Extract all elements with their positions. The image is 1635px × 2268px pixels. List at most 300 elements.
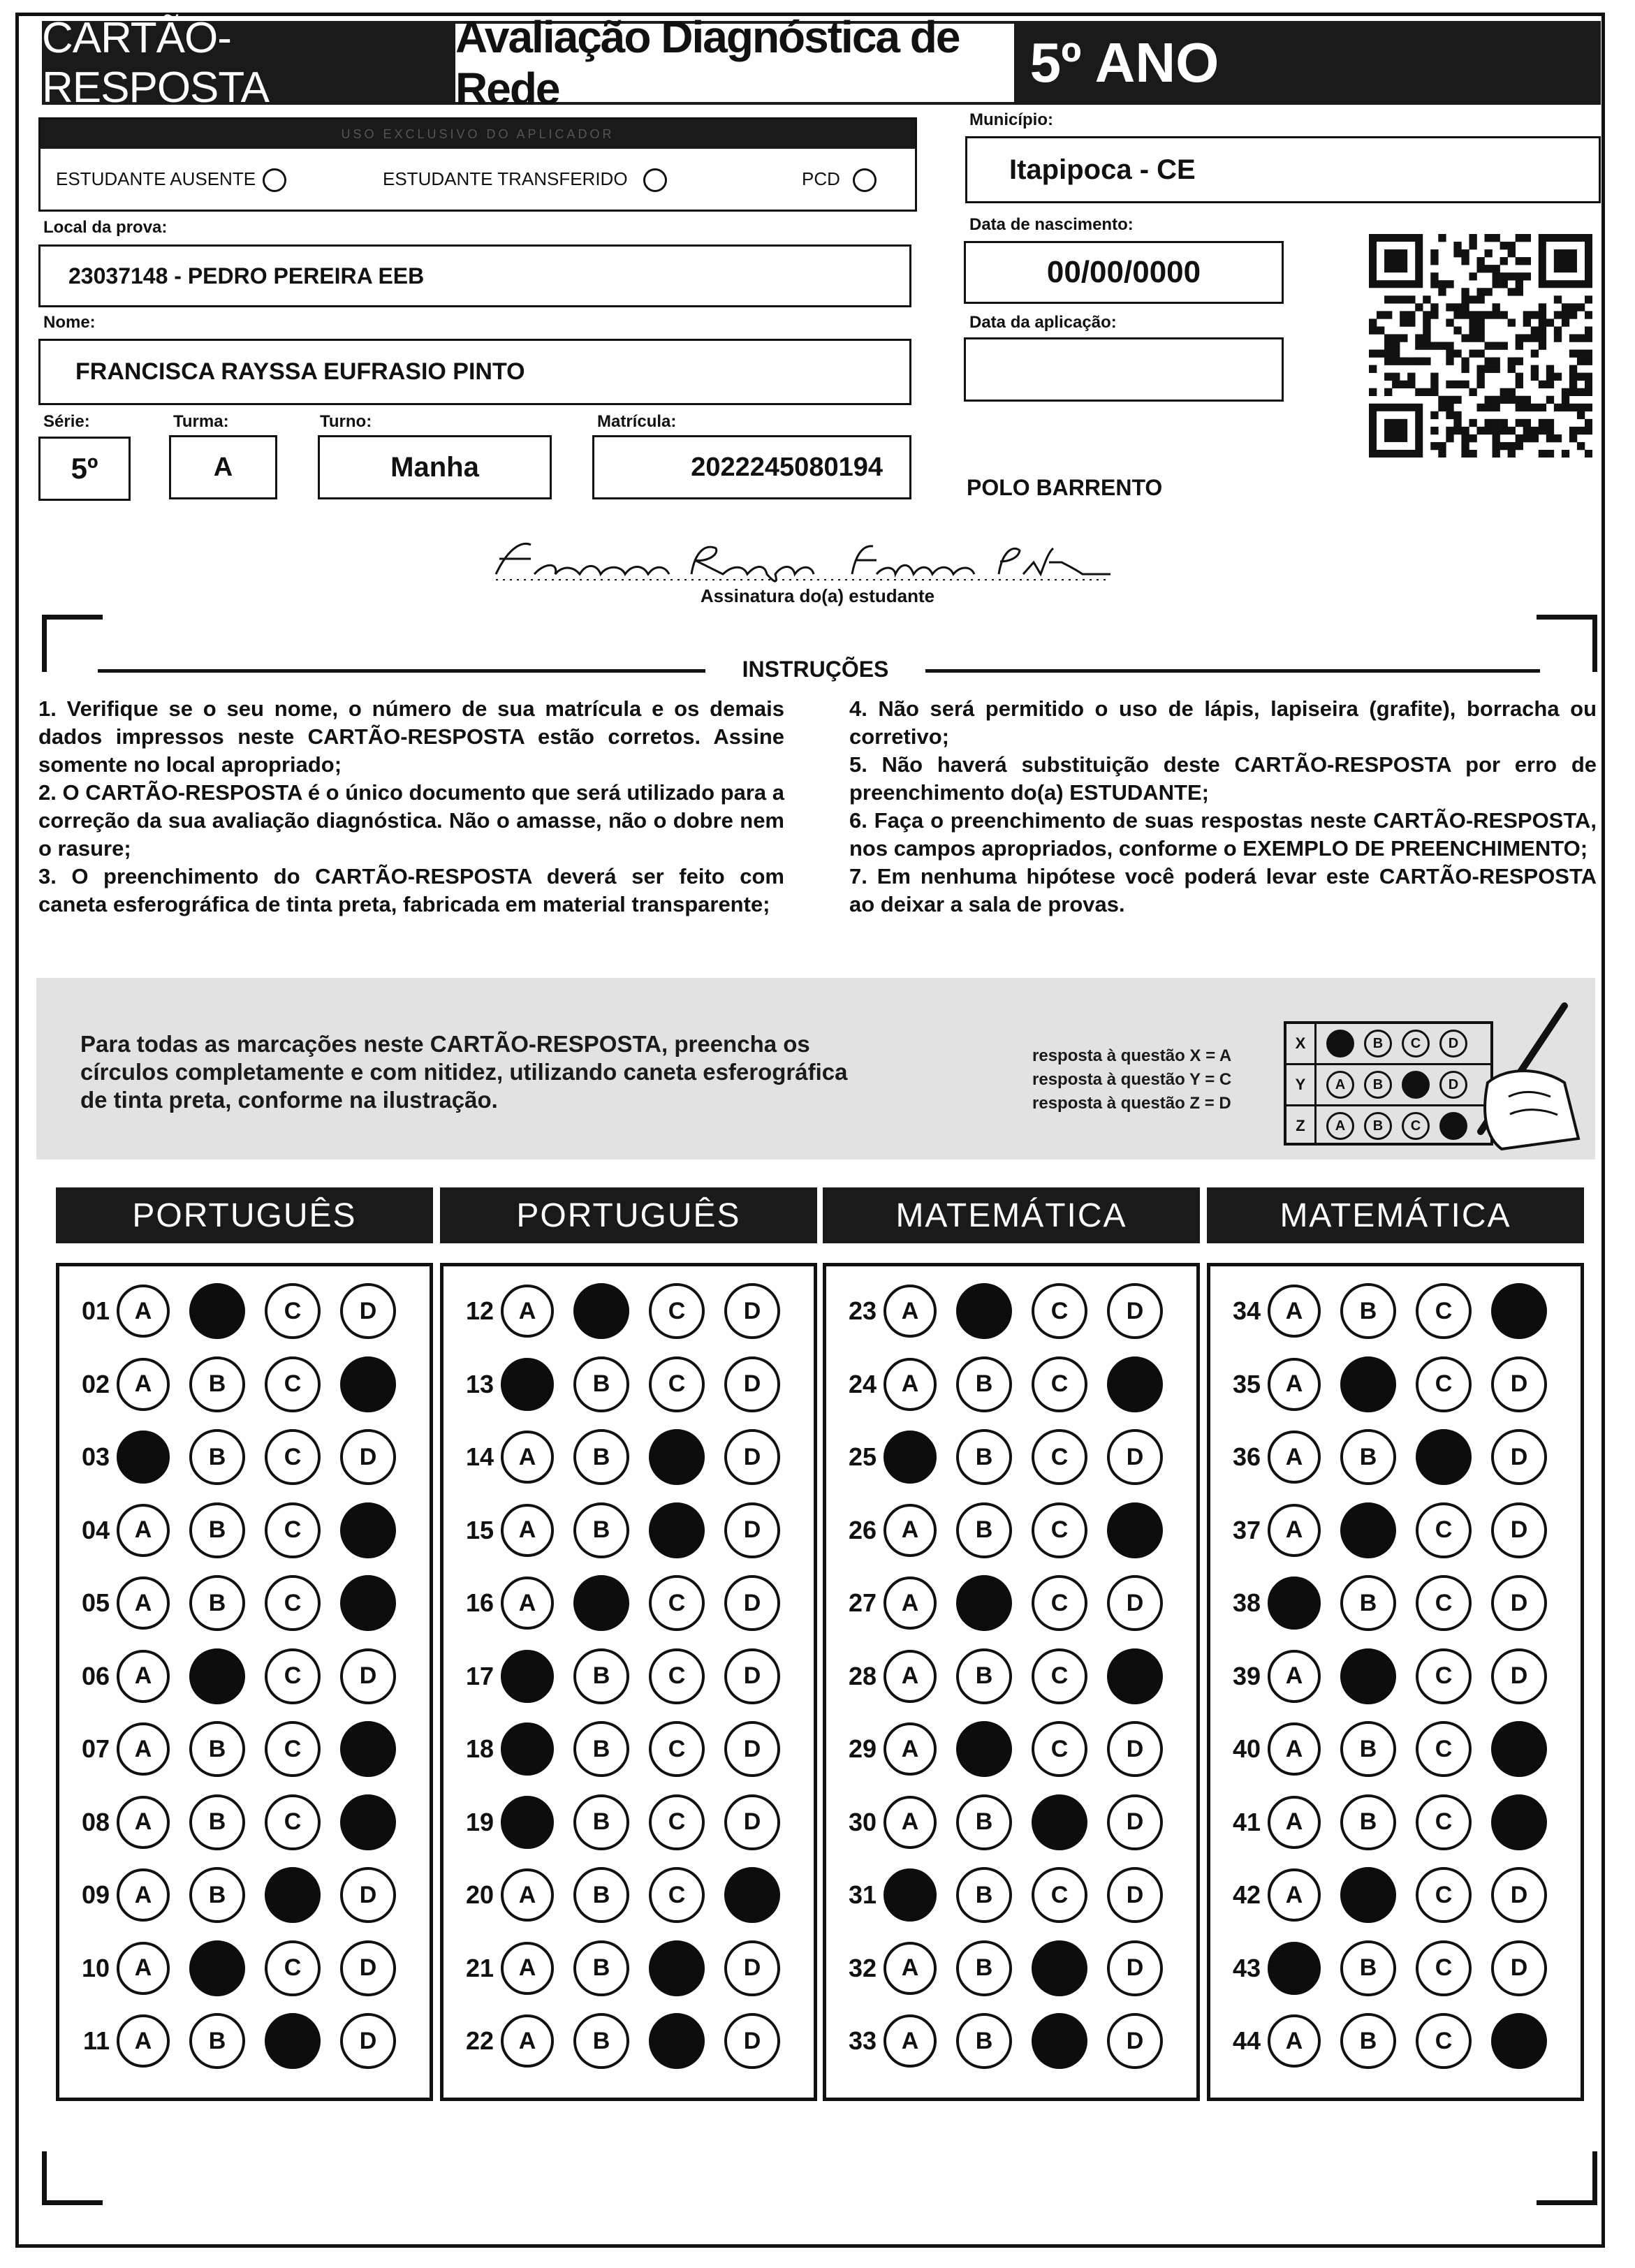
answer-bubble-39-a[interactable]: A (1268, 1650, 1321, 1703)
absent-bubble[interactable] (263, 168, 286, 192)
answer-bubble-01-d[interactable]: D (340, 1283, 396, 1339)
answer-bubble-03-b[interactable]: B (189, 1429, 245, 1485)
answer-bubble-10-c[interactable]: C (265, 1940, 321, 1996)
answer-bubble-09-b[interactable]: B (189, 1867, 245, 1923)
question-row-39 (1210, 1640, 1547, 1713)
answer-bubble-18-b[interactable]: B (573, 1721, 629, 1777)
answer-bubble-22-a[interactable]: A (501, 2014, 554, 2068)
answer-bubble-18-c[interactable]: C (649, 1721, 705, 1777)
answer-bubble-06-b[interactable] (189, 1648, 245, 1704)
answer-bubble-37-d[interactable]: D (1491, 1502, 1547, 1558)
aplicacao-field[interactable] (964, 337, 1284, 402)
answer-bubble-23-b[interactable] (956, 1283, 1012, 1339)
answer-bubble-25-c[interactable]: C (1032, 1429, 1087, 1485)
answer-bubble-34-d[interactable] (1491, 1283, 1547, 1339)
answer-bubble-31-c[interactable]: C (1032, 1867, 1087, 1923)
qr-module (1453, 242, 1461, 249)
answer-bubble-31-d[interactable]: D (1107, 1867, 1163, 1923)
qr-module (1585, 419, 1592, 427)
answer-bubble-26-d[interactable] (1107, 1502, 1163, 1558)
birth-value: 00/00/0000 (1046, 255, 1201, 289)
qr-module (1577, 404, 1585, 411)
qr-module (1516, 419, 1523, 427)
qr-module (1539, 303, 1546, 311)
answer-bubble-24-c[interactable]: C (1032, 1356, 1087, 1412)
qr-module (1384, 388, 1392, 396)
answer-bubble-17-a[interactable] (501, 1650, 554, 1703)
answer-bubble-32-a[interactable]: A (884, 1942, 937, 1995)
answer-bubble-22-c[interactable] (649, 2013, 705, 2069)
answer-bubble-20-a[interactable]: A (501, 1868, 554, 1922)
answer-bubble-35-d[interactable]: D (1491, 1356, 1547, 1412)
qr-module (1407, 295, 1415, 303)
qr-module (1476, 311, 1484, 319)
answer-bubble-02-a[interactable]: A (117, 1358, 170, 1411)
answer-bubble-03-d[interactable]: D (340, 1429, 396, 1485)
answer-bubble-31-b[interactable]: B (956, 1867, 1012, 1923)
answer-bubble-28-c[interactable]: C (1032, 1648, 1087, 1704)
answer-bubble-09-d[interactable]: D (340, 1867, 396, 1923)
applicator-bar-title: USO EXCLUSIVO DO APLICADOR (341, 126, 615, 141)
answer-bubble-42-b[interactable] (1340, 1867, 1396, 1923)
answer-bubble-23-a[interactable]: A (884, 1285, 937, 1338)
qr-module (1562, 388, 1569, 396)
question-number: 18 (465, 1734, 494, 1763)
answer-bubble-24-d[interactable] (1107, 1356, 1163, 1412)
qr-module (1369, 326, 1377, 334)
instruction-7: 7. Em nenhuma hipótese você poderá levar este CARTÃO-RESPOSTA ao deixar a sala de provas. (849, 864, 1597, 916)
qr-module (1476, 334, 1484, 342)
qr-module (1493, 404, 1500, 411)
qr-module (1569, 334, 1577, 342)
answer-bubble-33-b[interactable]: B (956, 2013, 1012, 2069)
answer-bubble-42-d[interactable]: D (1491, 1867, 1547, 1923)
answer-bubble-03-a[interactable] (117, 1431, 170, 1484)
qr-module (1569, 388, 1577, 396)
answer-bubble-23-c[interactable]: C (1032, 1283, 1087, 1339)
fill-example-legend (1032, 1044, 1270, 1115)
answer-bubble-02-b[interactable]: B (189, 1356, 245, 1412)
qr-module (1531, 434, 1539, 442)
answer-bubble-21-c[interactable] (649, 1940, 705, 1996)
qr-module (1539, 419, 1546, 427)
answer-bubble-07-b[interactable]: B (189, 1721, 245, 1777)
answer-bubble-26-c[interactable]: C (1032, 1502, 1087, 1558)
qr-module (1493, 265, 1500, 272)
answer-bubble-07-c[interactable]: C (265, 1721, 321, 1777)
answer-bubble-30-b[interactable]: B (956, 1794, 1012, 1850)
answer-column-3 (823, 1263, 1200, 2101)
serie-field (38, 437, 131, 501)
qr-module (1392, 350, 1400, 358)
turno-field (318, 435, 552, 499)
qr-module (1523, 434, 1531, 442)
answer-bubble-05-d[interactable] (340, 1575, 396, 1631)
answer-bubble-35-a[interactable]: A (1268, 1358, 1321, 1411)
answer-bubble-08-a[interactable]: A (117, 1796, 170, 1849)
answer-bubble-05-b[interactable]: B (189, 1575, 245, 1631)
answer-bubble-01-b[interactable] (189, 1283, 245, 1339)
nome-field (38, 339, 911, 405)
qr-module (1500, 419, 1508, 427)
transferred-bubble[interactable] (643, 168, 667, 192)
answer-bubble-08-d[interactable] (340, 1794, 396, 1850)
answer-bubble-43-b[interactable]: B (1340, 1940, 1396, 1996)
answer-bubble-14-a[interactable]: A (501, 1431, 554, 1484)
answer-bubble-43-d[interactable]: D (1491, 1940, 1547, 1996)
answer-bubble-02-d[interactable] (340, 1356, 396, 1412)
answer-bubble-24-a[interactable]: A (884, 1358, 937, 1411)
answer-bubble-38-d[interactable]: D (1491, 1575, 1547, 1631)
qr-module (1577, 334, 1585, 342)
qr-module (1377, 350, 1384, 358)
qr-module (1415, 388, 1423, 396)
corner-mark-bottom-right (1537, 2151, 1597, 2205)
qr-module (1430, 373, 1438, 381)
qr-module (1493, 280, 1500, 288)
qr-module (1430, 342, 1438, 349)
answer-bubble-09-c[interactable] (265, 1867, 321, 1923)
answer-bubble-36-a[interactable]: A (1268, 1431, 1321, 1484)
answer-bubble-20-d[interactable] (724, 1867, 780, 1923)
answer-bubble-29-b[interactable] (956, 1721, 1012, 1777)
transferred-option[interactable] (383, 168, 667, 192)
qr-module (1446, 396, 1453, 404)
question-row-34 (1210, 1275, 1547, 1347)
answer-bubble-27-d[interactable]: D (1107, 1575, 1163, 1631)
qr-module (1469, 234, 1476, 242)
answer-bubble-29-d[interactable]: D (1107, 1721, 1163, 1777)
qr-module (1562, 319, 1569, 326)
answer-bubble-19-d[interactable]: D (724, 1794, 780, 1850)
qr-module (1500, 272, 1508, 280)
question-row-30 (826, 1786, 1163, 1859)
answer-bubble-03-c[interactable]: C (265, 1429, 321, 1485)
question-number: 21 (465, 1953, 494, 1982)
answer-bubble-13-d[interactable]: D (724, 1356, 780, 1412)
qr-module (1516, 342, 1523, 349)
answer-bubble-40-d[interactable] (1491, 1721, 1547, 1777)
question-number: 13 (465, 1369, 494, 1398)
answer-bubble-14-d[interactable]: D (724, 1429, 780, 1485)
answer-bubble-38-a[interactable] (1268, 1576, 1321, 1630)
qr-module (1400, 295, 1407, 303)
qr-module (1469, 434, 1476, 442)
answer-bubble-02-c[interactable]: C (265, 1356, 321, 1412)
signature-caption: Assinatura do(a) estudante (700, 585, 935, 606)
answer-bubble-11-c[interactable] (265, 2013, 321, 2069)
answer-bubble-44-d[interactable] (1491, 2013, 1547, 2069)
answer-bubble-09-a[interactable]: A (117, 1868, 170, 1922)
question-row-10 (59, 1932, 396, 2005)
qr-module (1485, 288, 1493, 295)
answer-bubble-12-b[interactable] (573, 1283, 629, 1339)
answer-bubble-06-c[interactable]: C (265, 1648, 321, 1704)
answer-bubble-04-c[interactable]: C (265, 1502, 321, 1558)
answer-bubble-33-d[interactable]: D (1107, 2013, 1163, 2069)
answer-bubble-04-a[interactable]: A (117, 1504, 170, 1557)
qr-module (1516, 288, 1523, 295)
qr-module (1407, 381, 1415, 388)
answer-bubble-04-d[interactable] (340, 1502, 396, 1558)
qr-module (1446, 342, 1453, 349)
answer-bubble-29-a[interactable]: A (884, 1722, 937, 1776)
signature-handwriting (482, 531, 1180, 588)
answer-bubble-10-b[interactable] (189, 1940, 245, 1996)
answer-bubble-25-b[interactable]: B (956, 1429, 1012, 1485)
answer-bubble-41-c[interactable]: C (1416, 1794, 1472, 1850)
answer-bubble-27-c[interactable]: C (1032, 1575, 1087, 1631)
qr-module (1423, 334, 1430, 342)
question-row-07 (59, 1713, 396, 1785)
answer-bubble-11-b[interactable]: B (189, 2013, 245, 2069)
qr-module (1469, 350, 1476, 358)
answer-bubble-13-b[interactable]: B (573, 1356, 629, 1412)
answer-column-2 (440, 1263, 817, 2101)
qr-finder-pattern (1384, 419, 1407, 442)
pcd-bubble[interactable] (853, 168, 877, 192)
answer-bubble-13-a[interactable] (501, 1358, 554, 1411)
answer-bubble-05-c[interactable]: C (265, 1575, 321, 1631)
qr-module (1415, 358, 1423, 365)
answer-bubble-22-b[interactable]: B (573, 2013, 629, 2069)
fill-instruction-text: Para todas as marcações neste CARTÃO-RESPOSTA, preencha os círculos completamente e com nitidez, utilizando caneta esferográfica de tinta preta, conforme na ilustração. (80, 1031, 848, 1113)
answer-bubble-28-a[interactable]: A (884, 1650, 937, 1703)
answer-bubble-01-c[interactable]: C (265, 1283, 321, 1339)
qr-module (1392, 373, 1400, 381)
turma-field (169, 435, 277, 499)
answer-bubble-37-b[interactable] (1340, 1502, 1396, 1558)
answer-bubble-14-b[interactable]: B (573, 1429, 629, 1485)
answer-bubble-35-b[interactable] (1340, 1356, 1396, 1412)
question-number: 28 (848, 1661, 877, 1690)
qr-module (1476, 365, 1484, 373)
answer-bubble-34-a[interactable]: A (1268, 1285, 1321, 1338)
answer-bubble-23-d[interactable]: D (1107, 1283, 1163, 1339)
answer-bubble-42-c[interactable]: C (1416, 1867, 1472, 1923)
answer-bubble-40-a[interactable]: A (1268, 1722, 1321, 1776)
answer-bubble-17-d[interactable]: D (724, 1648, 780, 1704)
qr-module (1523, 419, 1531, 427)
answer-bubble-27-a[interactable]: A (884, 1576, 937, 1630)
answer-bubble-20-b[interactable]: B (573, 1867, 629, 1923)
qr-module (1493, 272, 1500, 280)
question-row-21 (443, 1932, 780, 2005)
answer-bubble-21-a[interactable]: A (501, 1942, 554, 1995)
question-number: 08 (81, 1807, 110, 1836)
answer-bubble-40-b[interactable]: B (1340, 1721, 1396, 1777)
qr-module (1392, 334, 1400, 342)
question-row-17 (443, 1640, 780, 1713)
answer-bubble-12-c[interactable]: C (649, 1283, 705, 1339)
answer-bubble-38-c[interactable]: C (1416, 1575, 1472, 1631)
qr-module (1569, 434, 1577, 442)
answer-bubble-34-c[interactable]: C (1416, 1283, 1472, 1339)
answer-column-4 (1207, 1263, 1584, 2101)
qr-module (1476, 427, 1484, 434)
qr-module (1493, 427, 1500, 434)
answer-bubble-30-c[interactable] (1032, 1794, 1087, 1850)
answer-bubble-13-c[interactable]: C (649, 1356, 705, 1412)
qr-module (1469, 450, 1476, 458)
answer-bubble-44-c[interactable]: C (1416, 2013, 1472, 2069)
answer-bubble-41-a[interactable]: A (1268, 1796, 1321, 1849)
qr-module (1554, 334, 1562, 342)
qr-module (1446, 411, 1453, 419)
answer-bubble-14-c[interactable] (649, 1429, 705, 1485)
question-number: 07 (81, 1734, 110, 1763)
qr-module (1430, 388, 1438, 396)
answer-bubble-18-a[interactable] (501, 1722, 554, 1776)
answer-bubble-43-c[interactable]: C (1416, 1940, 1472, 1996)
qr-module (1500, 257, 1508, 265)
answer-bubble-40-c[interactable]: C (1416, 1721, 1472, 1777)
answer-bubble-25-d[interactable]: D (1107, 1429, 1163, 1485)
question-row-29 (826, 1713, 1163, 1785)
qr-module (1516, 396, 1523, 404)
answer-bubble-11-d[interactable]: D (340, 2013, 396, 2069)
answer-bubble-01-a[interactable]: A (117, 1285, 170, 1338)
answer-column-1 (56, 1263, 433, 2101)
answer-bubble-11-a[interactable]: A (117, 2014, 170, 2068)
qr-module (1508, 450, 1516, 458)
answer-bubble-27-b[interactable] (956, 1575, 1012, 1631)
answer-bubble-44-a[interactable]: A (1268, 2014, 1321, 2068)
answer-bubble-19-b[interactable]: B (573, 1794, 629, 1850)
answer-bubble-07-d[interactable] (340, 1721, 396, 1777)
answer-bubble-19-a[interactable] (501, 1796, 554, 1849)
answer-bubble-35-c[interactable]: C (1416, 1356, 1472, 1412)
answer-bubble-18-d[interactable]: D (724, 1721, 780, 1777)
question-number: 12 (465, 1296, 494, 1325)
question-row-35 (1210, 1348, 1547, 1421)
answer-bubble-32-b[interactable]: B (956, 1940, 1012, 1996)
qr-module (1523, 234, 1531, 242)
qr-module (1516, 434, 1523, 442)
answer-bubble-16-b[interactable] (573, 1575, 629, 1631)
answer-bubble-37-c[interactable]: C (1416, 1502, 1472, 1558)
qr-module (1500, 388, 1508, 396)
answer-bubble-21-d[interactable]: D (724, 1940, 780, 1996)
question-number: 09 (81, 1880, 110, 1909)
answer-bubble-32-c[interactable] (1032, 1940, 1087, 1996)
qr-module (1438, 404, 1446, 411)
answer-bubble-06-d[interactable]: D (340, 1648, 396, 1704)
answer-bubble-08-b[interactable]: B (189, 1794, 245, 1850)
answer-bubble-38-b[interactable]: B (1340, 1575, 1396, 1631)
answer-bubble-43-a[interactable] (1268, 1942, 1321, 1995)
answer-bubble-15-a[interactable]: A (501, 1504, 554, 1557)
answer-bubble-33-a[interactable]: A (884, 2014, 937, 2068)
answer-bubble-24-b[interactable]: B (956, 1356, 1012, 1412)
answer-bubble-26-a[interactable]: A (884, 1504, 937, 1557)
qr-module (1485, 396, 1493, 404)
instruction-1: 1. Verifique se o seu nome, o número de sua matrícula e os demais dados impressos neste CARTÃO-RESPOSTA estão corretos. Assine somente no local apropriado; (38, 696, 784, 777)
answer-bubble-34-b[interactable]: B (1340, 1283, 1396, 1339)
qr-module (1546, 365, 1554, 373)
answer-bubble-32-d[interactable]: D (1107, 1940, 1163, 1996)
qr-module (1516, 373, 1523, 381)
answer-bubble-17-b[interactable]: B (573, 1648, 629, 1704)
answer-bubble-12-d[interactable]: D (724, 1283, 780, 1339)
fill-example-row-label: Y (1286, 1065, 1317, 1104)
qr-module (1508, 249, 1516, 257)
answer-bubble-16-d[interactable]: D (724, 1575, 780, 1631)
qr-module (1562, 311, 1569, 319)
polo-value: POLO BARRENTO (967, 475, 1163, 500)
answer-bubble-15-b[interactable]: B (573, 1502, 629, 1558)
qr-module (1453, 411, 1461, 419)
answer-bubble-04-b[interactable]: B (189, 1502, 245, 1558)
qr-module (1430, 249, 1438, 257)
qr-module (1585, 450, 1592, 458)
answer-bubble-28-b[interactable]: B (956, 1648, 1012, 1704)
answer-bubble-21-b[interactable]: B (573, 1940, 629, 1996)
answer-bubble-12-a[interactable]: A (501, 1285, 554, 1338)
answer-bubble-26-b[interactable]: B (956, 1502, 1012, 1558)
answer-bubble-37-a[interactable]: A (1268, 1504, 1321, 1557)
qr-module (1523, 257, 1531, 265)
qr-module (1446, 434, 1453, 442)
answer-bubble-15-c[interactable] (649, 1502, 705, 1558)
answer-bubble-25-a[interactable] (884, 1431, 937, 1484)
qr-module (1554, 404, 1562, 411)
answer-bubble-33-c[interactable] (1032, 2013, 1087, 2069)
answer-bubble-30-a[interactable]: A (884, 1796, 937, 1849)
answer-bubble-44-b[interactable]: B (1340, 2013, 1396, 2069)
answer-bubble-41-d[interactable] (1491, 1794, 1547, 1850)
instructions-right (849, 695, 1597, 919)
qr-module (1400, 358, 1407, 365)
answer-bubble-05-a[interactable]: A (117, 1576, 170, 1630)
question-number: 34 (1232, 1296, 1261, 1325)
answer-bubble-39-d[interactable]: D (1491, 1648, 1547, 1704)
absent-option[interactable] (56, 168, 286, 192)
pcd-option[interactable] (802, 168, 877, 192)
answer-bubble-16-a[interactable]: A (501, 1576, 554, 1630)
answer-bubble-30-d[interactable]: D (1107, 1794, 1163, 1850)
answer-bubble-36-d[interactable]: D (1491, 1429, 1547, 1485)
answer-bubble-15-d[interactable]: D (724, 1502, 780, 1558)
answer-bubble-29-c[interactable]: C (1032, 1721, 1087, 1777)
answer-bubble-28-d[interactable] (1107, 1648, 1163, 1704)
answer-bubble-20-c[interactable]: C (649, 1867, 705, 1923)
answer-bubble-08-c[interactable]: C (265, 1794, 321, 1850)
answer-bubble-06-a[interactable]: A (117, 1650, 170, 1703)
qr-module (1516, 334, 1523, 342)
answer-bubble-41-b[interactable]: B (1340, 1794, 1396, 1850)
answer-bubble-42-a[interactable]: A (1268, 1868, 1321, 1922)
question-number: 15 (465, 1515, 494, 1544)
answer-bubble-10-d[interactable]: D (340, 1940, 396, 1996)
qr-module (1469, 326, 1476, 334)
answer-bubble-39-b[interactable] (1340, 1648, 1396, 1704)
answer-bubble-10-a[interactable]: A (117, 1942, 170, 1995)
qr-module (1384, 311, 1392, 319)
answer-bubble-36-b[interactable]: B (1340, 1429, 1396, 1485)
answer-bubble-16-c[interactable]: C (649, 1575, 705, 1631)
answer-bubble-17-c[interactable]: C (649, 1648, 705, 1704)
answer-bubble-39-c[interactable]: C (1416, 1648, 1472, 1704)
answer-bubble-19-c[interactable]: C (649, 1794, 705, 1850)
answer-bubble-31-a[interactable] (884, 1868, 937, 1922)
question-number: 17 (465, 1661, 494, 1690)
qr-module (1569, 311, 1577, 319)
answer-bubble-36-c[interactable] (1416, 1429, 1472, 1485)
answer-bubble-07-a[interactable]: A (117, 1722, 170, 1776)
answer-bubble-22-d[interactable]: D (724, 2013, 780, 2069)
question-row-19 (443, 1786, 780, 1859)
